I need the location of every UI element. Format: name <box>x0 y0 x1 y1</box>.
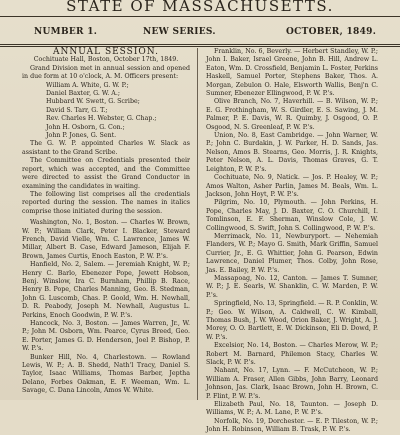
paragraph-list-note: The following list comprises all the credentials reported during the session. The names in italics comprise those initiated during the session. <box>22 190 190 215</box>
masthead-title: STATE OF MASSACHUSETTS. <box>66 0 334 15</box>
paragraph-opening: Grand Division met in annual session and opened in due form at 10 o'clock, A. M. Officers present: <box>22 64 190 81</box>
top-rule <box>0 16 400 17</box>
paragraph-credentials: The Committee on Credentials presented their report, which was accepted, and the Committee were directed to assist the Grand Conductor in examining the candidates in waiting. <box>22 157 190 190</box>
officers-list <box>22 82 190 141</box>
division-entry: Olive Branch, No. 7, Haverhill. — B. Wilson, W. P.; E. G. Frothingham, W. S. Girdler, E. S. Sawing, J. M. Palmer, P. E. Davis, W. R. Quimby, J. Osgood, O. P. Osgood, N. S. Greenleaf, P. W. P.'s. <box>206 98 378 131</box>
paragraph-appointment: The G. W. P. appointed Charles W. Slack as assistant to the Grand Scribe. <box>22 140 190 156</box>
division-entry: Norfolk, No. 19, Dorchester. — E. P. Tileston, W. P.; John H. Robinson, William B. Trask, P. W. P.'s. <box>206 417 378 434</box>
left-column <box>22 48 190 400</box>
division-entry: Bunker Hill, No. 4, Charlestown. — Rowland Lewis, W. P.; A. B. Shedd, Nath'l Tracy, Daniel S. Taylor, Isaac Williams, Thomas Barber, Jeptha Delano, Forbes Oakman, E. F. Weeman, Wm. L. Savage, C. Dana Lincoln, Amos W. White. <box>22 353 190 395</box>
division-entry: Massapoag, No. 12, Canton. — James T. Sumner, W. P.; J. E. Searls, W. Shanklin, C. W. Marden, P. W. P.'s. <box>206 274 378 299</box>
issue-number: NUMBER 1. <box>34 27 98 37</box>
division-entry: Pilgrim, No. 10, Plymouth. — John Perkins, H. Pope, Charles May, J. D. Baxter, C. O. Churchill, I. Tomlinson, E. F. Sherman, Winslow Cole, J. W. Collingwood, S. Swift, John S. Collingwood, P. W. P.'s. <box>206 199 378 232</box>
division-entry: Excelsior, No. 14, Boston. — Charles Merow, W. P.; Robert M. Barnard, Philemon Stacy, Charles W. Slack, P. W. P.'s. <box>206 342 378 367</box>
division-entry: Merrimack, No. 11, Newburyport. — Nehemiah Flanders, W. P.; Mayo G. Smith, Mark Griffin, Samuel Currier, Jr., E. G. Whittier, John G. Pearson, Edwin Lawrence, Daniel Plumer, Thos. Colby, John Rose, Jas. E. Bailey, P. W. P.'s. <box>206 232 378 274</box>
issue-date: OCTOBER, 1849. <box>286 27 377 37</box>
right-column <box>206 48 379 434</box>
division-entry: Hancock, No. 3, Boston. — James Warren, Jr., W. P.; John M. Osborn, Wm. Pearce, Cyrus Breed, Geo. E. Porter, James G. D. Henderson, Joel P. Bishop, P. W. P.'s. <box>22 320 190 353</box>
section-heading: ANNUAL SESSION. <box>53 47 159 57</box>
session-place: Cochituate Hall, Boston, October 17th, 1849. <box>33 56 179 64</box>
issue-series: NEW SERIES. <box>143 27 216 37</box>
division-entry: Hanfield, No. 2, Salem. — Jeremiah Knight, W. P.; Henry C. Barlo, Ebenezer Pope, Jewett Hobson, Benj. Winslow, Ira C. Burnham, Phillip B. Race, Henry B. Pope, Charles Manning, Geo. B. Stedman, John G. Luscomb, Chas. P. Goold, Wm. H. Newhall, D. R. Peabody, Joseph M. Newhall, Augustus L. Perkins, Enoch Goodwin, P. W. P.'s. <box>22 261 190 319</box>
division-entry: Union, No. 8, East Cambridge. — John Warner, W. P.; John C. Burdakin, J. W. Parker, H. D. Sands, Jas. Nelson, Amos B. Stearns, Geo. Morris, J. R. Knights, Peter Nelson, A. L. Davis, Thomas Graves, G. T. Leighton, P. W. P.'s. <box>206 132 378 173</box>
division-entry: Nahant, No. 17, Lynn. — F. McCutcheon, W. P.; William A. Fraser, Allen Gibbs, John Barry, Leonard Johnson, Jas. Clark, Isaac Brown, John H. Brown, C. P. Flint, P. W. P.'s. <box>206 367 378 400</box>
division-entry: Cochituate, No. 9, Natick. — Jos. P. Healey, W. P.; Amos Walton, Asher Parlin, James M. Beals, Wm. L. Jackson, John Hoyt, P. W. P.'s. <box>206 174 378 198</box>
officer-line: Rev. Charles H. Webster, G. Chap.; <box>46 115 157 123</box>
column-divider <box>197 48 198 400</box>
header-rule <box>0 44 400 45</box>
officer-line: David S. Tarr, G. T.; <box>46 106 108 114</box>
officer-line: John P. Jones, G. Sent. <box>46 132 117 140</box>
officer-line: William A. White, G. W. P.; <box>46 81 129 89</box>
officer-line: John H. Osborn, G. Con.; <box>46 123 125 131</box>
division-entry: Franklin, No. 6, Beverly. — Herbert Standley, W. P.; John I. Baker, Israel Greene, John B. Hill, Andrew L. Eaton, Wm. D. Crossfield, Benjamin L. Foster, Perkins Haskell, Samuel Porter, Stephens Baker, Thos. A. Morgan, Zebulon O. Hale, Elsworth Wallis, Benj'n C. Sumner, Ebenezer Ellingwood, P. W. P.'s. <box>206 48 378 98</box>
division-entry: Washington, No. 1, Boston. — Charles W. Brown, W. P.; William Clark, Peter I. Blacker, Steward French, David Vielle, Wm. C. Lawrence, James W. Millar, Albert B. Case, Edward Jameson, Elijah F. Brown, James Curtis, Enoch Easton, P. W. P.'s. <box>22 219 190 260</box>
division-entry: Springfield, No. 13, Springfield. — R. P. Conklin, W. P.; Geo. W. Wilson, A. Caldwell, C. W. Kimball, Thomas Bush, J. W. Wood, Orion Baker, J. Wright, A. J. Morey, O. O. Bartlett, E. W. Dickinson, Eli D. Dowd, P. W. P.'s. <box>206 300 379 341</box>
officer-line: Hubbard W. Swett, G. Scribe; <box>46 98 140 106</box>
officer-line: Daniel Baxter, G. W. A.; <box>46 90 120 98</box>
division-entry: Elizabeth Paul, No. 18, Taunton. — Joseph D. Williams, W. P.; A. M. Lane, P. W. P.'s. <box>206 401 378 417</box>
